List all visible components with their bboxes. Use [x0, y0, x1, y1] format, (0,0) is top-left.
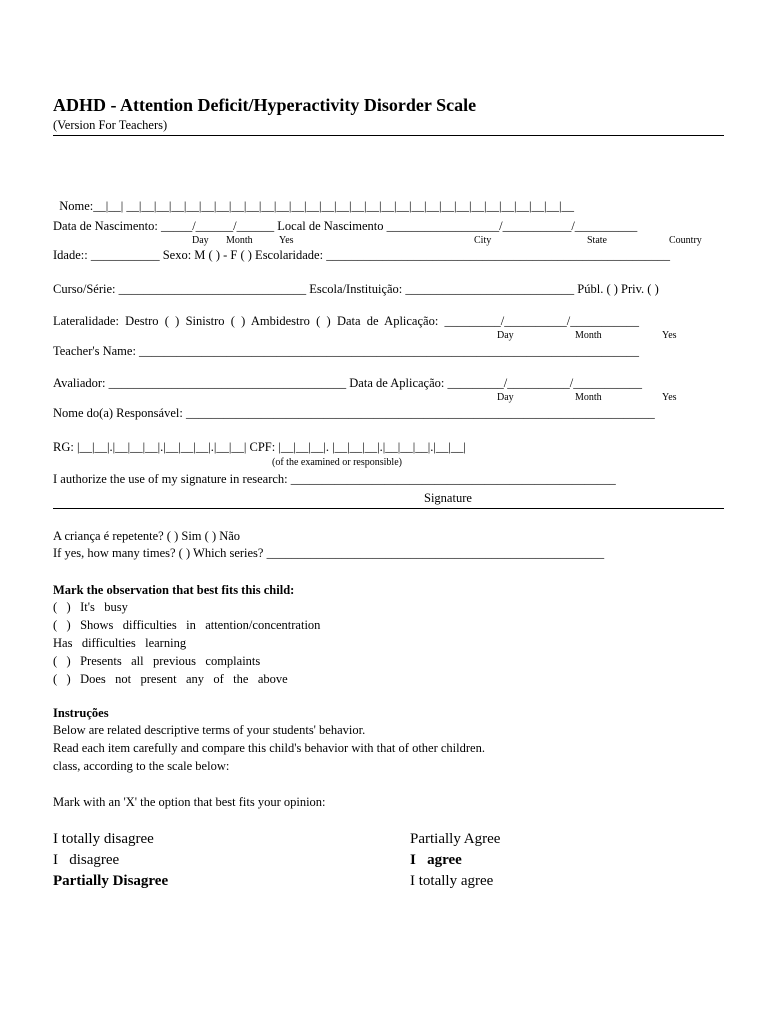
page-title: ADHD - Attention Deficit/Hyperactivity Disorder Scale	[53, 95, 477, 115]
scale-option-totally-agree: I totally agree	[410, 873, 494, 889]
evaluator-month-caption: Month	[575, 392, 602, 403]
name-field[interactable]	[53, 187, 574, 212]
scale-option-partially-agree: Partially Agree	[410, 831, 501, 847]
birth-city-caption: City	[474, 235, 492, 246]
instructions-line: Read each item carefully and compare this child's behavior with that of other children.	[53, 741, 485, 755]
laterality-field[interactable]: Lateralidade: Destro ( ) Sinistro ( ) Ambidestro ( ) Data de Aplicação: _________/__________/___________	[53, 314, 639, 328]
age-sex-education-field[interactable]: Idade:: ___________ Sexo: M ( ) - F ( ) Escolaridade: _______________________________________________________	[53, 248, 670, 262]
observation-option[interactable]: ( ) Does not present any of the above	[53, 672, 288, 686]
scale-option-agree: I agree	[410, 852, 462, 868]
birth-state-caption: State	[587, 235, 607, 246]
evaluator-field[interactable]: Avaliador: ______________________________________ Data de Aplicação: _________/__________/___________	[53, 376, 642, 390]
instructions-line: class, according to the scale below:	[53, 759, 230, 773]
birth-date-field[interactable]: Data de Nascimento: _____/______/______ Local de Nascimento __________________/___________/__________	[53, 219, 638, 233]
evaluator-day-caption: Day	[497, 392, 514, 403]
observation-option[interactable]: ( ) Presents all previous complaints	[53, 654, 261, 668]
laterality-month-caption: Month	[575, 330, 602, 341]
laterality-year-caption: Yes	[662, 330, 677, 341]
observation-option: Has difficulties learning	[53, 636, 187, 650]
course-school-field[interactable]: Curso/Série: ______________________________ Escola/Instituição: ___________________________ Públ. ( ) Priv. ( )	[53, 282, 659, 296]
signature-authorization-field[interactable]: I authorize the use of my signature in research: ____________________________________________________	[53, 472, 616, 486]
repetition-times-field[interactable]: If yes, how many times? ( ) Which series? ______________________________________________________	[53, 546, 605, 560]
laterality-day-caption: Day	[497, 330, 514, 341]
teacher-name-field[interactable]: Teacher's Name: ________________________________________________________________________________	[53, 344, 640, 358]
rg-cpf-caption: (of the examined or responsible)	[272, 457, 402, 468]
scale-option-disagree: I disagree	[53, 852, 120, 868]
observation-option[interactable]: ( ) It's busy	[53, 600, 128, 614]
birth-country-caption: Country	[669, 235, 702, 246]
signature-label: Signature	[424, 491, 472, 505]
responsible-name-field[interactable]: Nome do(a) Responsável: ___________________________________________________________________________	[53, 406, 655, 420]
page-subtitle: (Version For Teachers)	[53, 118, 168, 132]
instructions-mark-line: Mark with an 'X' the option that best fits your opinion:	[53, 795, 326, 809]
birth-day-caption: Day	[192, 235, 209, 246]
scale-option-totally-disagree: I totally disagree	[53, 831, 154, 847]
signature-divider	[53, 508, 724, 509]
name-label: Nome:	[59, 198, 94, 213]
rg-cpf-field[interactable]: RG: |__|__|.|__|__|__|.|__|__|__|.|__|__| CPF: |__|__|__|. |__|__|__|.|__|__|__|.|__|__|	[53, 440, 466, 454]
birth-year-caption: Yes	[279, 235, 294, 246]
instructions-heading: Instruções	[53, 706, 109, 720]
header-divider	[53, 135, 724, 136]
repetition-question[interactable]: A criança é repetente? ( ) Sim ( ) Não	[53, 529, 241, 543]
instructions-line: Below are related descriptive terms of your students' behavior.	[53, 723, 366, 737]
observation-heading: Mark the observation that best fits this child:	[53, 583, 295, 597]
name-slots: __|__| __|__|__|__|__|__|__|__|__|__|__|__|__|__|__|__|__|__|__|__|__|__|__|__|__|__|__|__|__|__	[93, 198, 574, 213]
evaluator-year-caption: Yes	[662, 392, 677, 403]
observation-option[interactable]: ( ) Shows difficulties in attention/concentration	[53, 618, 321, 632]
scale-option-partially-disagree: Partially Disagree	[53, 873, 169, 889]
birth-month-caption: Month	[226, 235, 253, 246]
